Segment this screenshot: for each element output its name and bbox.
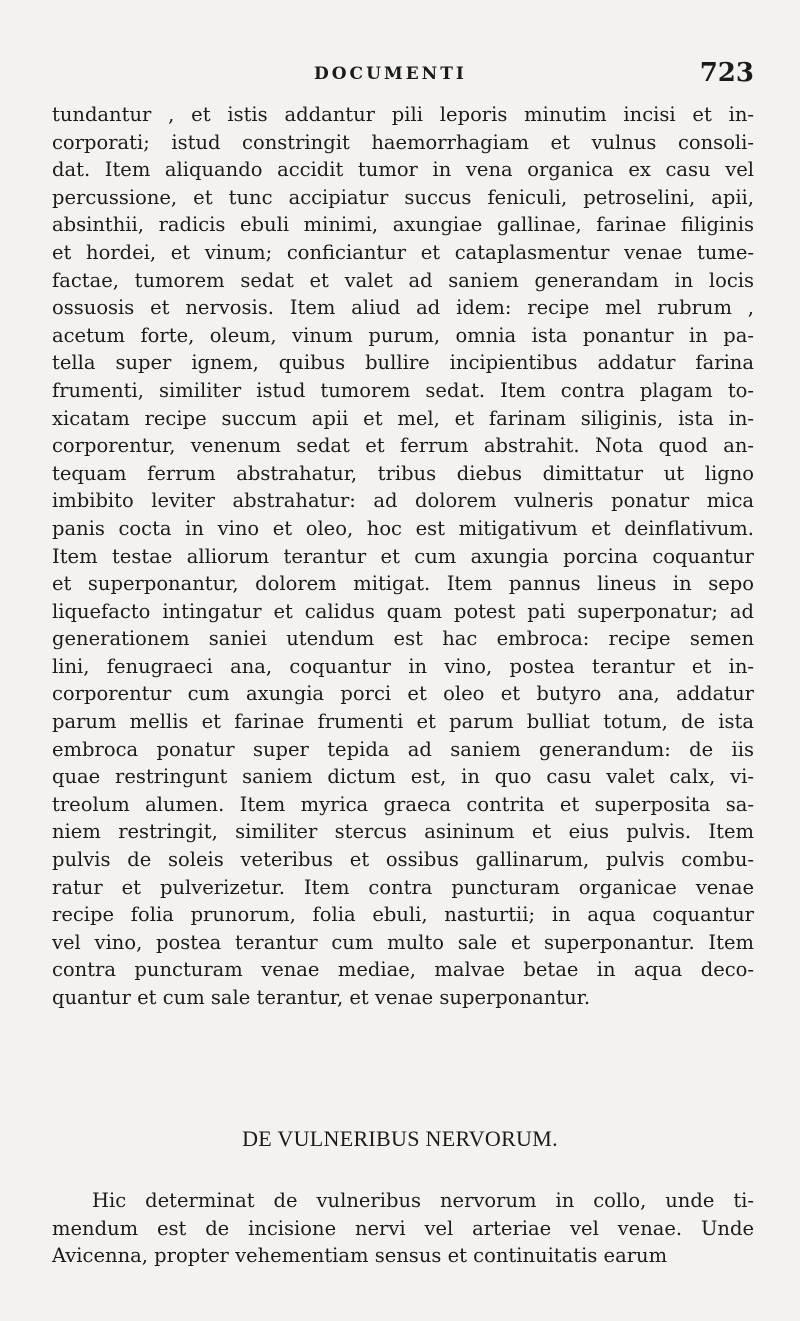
text-line: tella super ignem, quibus bullire incipientibus addatur farina [52,351,754,375]
text-line: Hic determinat de vulneribus nervorum in collo, unde ti- [92,1189,754,1212]
text-line: absinthii, radicis ebuli minimi, axungiae gallinae, farinae filiginis [52,213,754,237]
text-line: ossuosis et nervosis. Item aliud ad idem: recipe mel rubrum , [52,296,754,320]
text-line: liquefacto intingatur et calidus quam potest pati superponatur; ad [52,599,754,623]
text-line: mendum est de incisione nervi vel arteriae vel venae. Unde [52,1216,754,1240]
text-line: lini, fenugraeci ana, coquantur in vino, postea terantur et in- [52,654,754,678]
text-line: percussione, et tunc accipiatur succus feniculi, petroselini, apii, [52,185,754,209]
text-line: parum mellis et farinae frumenti et parum bulliat totum, de ista [52,710,754,734]
text-line: vel vino, postea terantur cum multo sale et superponantur. Item [52,930,754,954]
text-line: acetum forte, oleum, vinum purum, omnia ista ponantur in pa- [52,323,754,347]
page-number: 723 [699,58,754,88]
text-line: xicatam recipe succum apii et mel, et farinam siliginis, ista in- [52,406,754,430]
text-line: generationem saniei utendum est hac embroca: recipe semen [52,627,754,651]
text-line: treolum alumen. Item myrica graeca contrita et superposita sa- [52,792,754,816]
text-line: niem restringit, similiter stercus asininum et eius pulvis. Item [52,820,754,844]
paragraph-2 [52,1187,754,1270]
text-line: factae, tumorem sedat et valet ad saniem generandam in locis [52,268,754,292]
text-line: et hordei, et vinum; conficiantur et cataplasmentur venae tume- [52,240,754,264]
text-line: contra puncturam venae mediae, malvae betae in aqua deco- [52,958,754,982]
text-line: recipe folia prunorum, folia ebuli, nasturtii; in aqua coquantur [52,903,754,927]
text-line: pulvis de soleis veteribus et ossibus gallinarum, pulvis combu- [52,848,754,872]
text-line: ratur et pulverizetur. Item contra puncturam organicae venae [52,875,754,899]
text-line: corporentur cum axungia porci et oleo et butyro ana, addatur [52,682,754,706]
text-line: Item testae alliorum terantur et cum axungia porcina coquantur [52,544,754,568]
text-line: dat. Item aliquando accidit tumor in vena organica ex casu vel [52,158,754,182]
section-heading: DE VULNERIBUS NERVORUM. [242,1126,558,1151]
text-line: imbibito leviter abstrahatur: ad dolorem vulneris ponatur mica [52,489,754,513]
text-line: frumenti, similiter istud tumorem sedat. Item contra plagam to- [52,378,754,402]
paragraph-1 [52,101,754,1012]
text-line: panis cocta in vino et oleo, hoc est mitigativum et deinflativum. [52,516,754,540]
running-head: DOCUMENTI [314,64,467,84]
text-line: Avicenna, propter vehementiam sensus et continuitatis earum [52,1244,668,1268]
text-line: tundantur , et istis addantur pili leporis minutim incisi et in- [52,103,754,126]
text-line: et superponantur, dolorem mitigat. Item pannus lineus in sepo [52,572,754,596]
page-header [52,60,754,92]
text-line: corporentur, venenum sedat et ferrum abstrahit. Nota quod an- [52,434,754,458]
text-line: embroca ponatur super tepida ad saniem generandum: de iis [52,737,754,761]
text-line: quantur et cum sale terantur, et venae superponantur. [52,986,591,1009]
text-line: tequam ferrum abstrahatur, tribus diebus dimittatur ut ligno [52,461,754,485]
text-line: corporati; istud constringit haemorrhagiam et vulnus consoli- [52,130,754,154]
text-line: quae restringunt saniem dictum est, in quo casu valet calx, vi- [52,765,754,789]
